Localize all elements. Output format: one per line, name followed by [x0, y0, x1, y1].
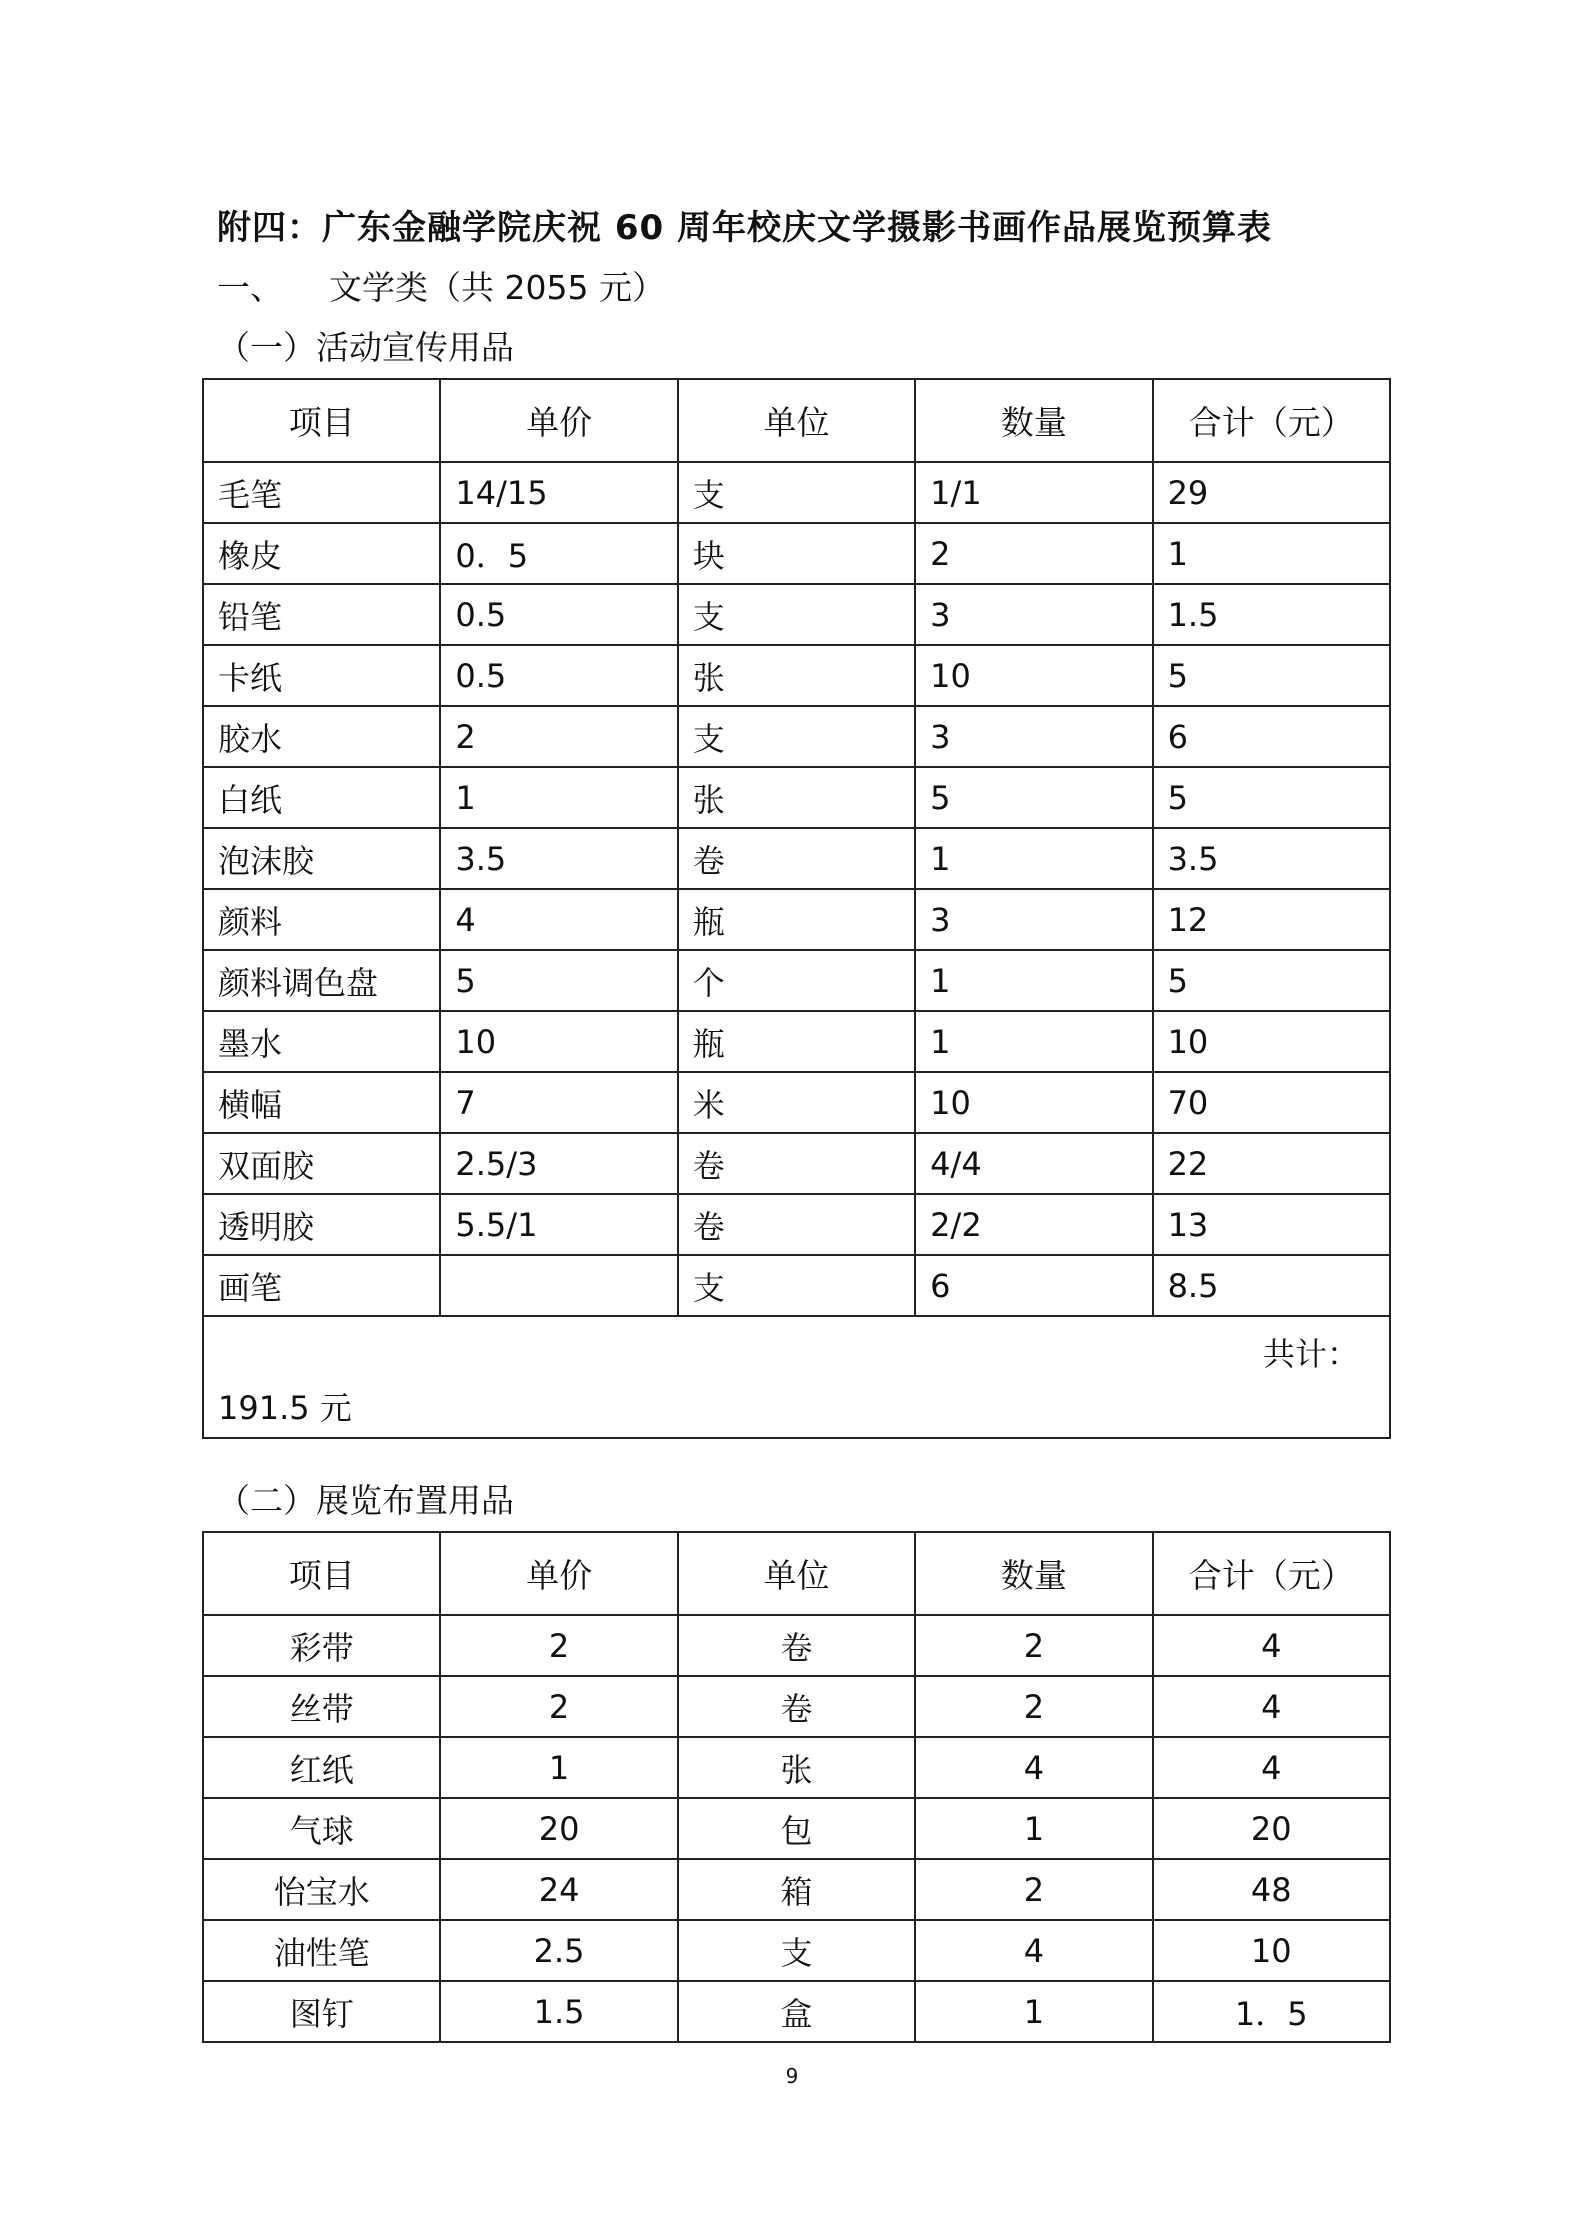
- cell-item: 胶水: [203, 706, 440, 767]
- header-unit-price: 单价: [440, 379, 677, 462]
- cell-unit-price: 10: [440, 1011, 677, 1072]
- table-row: [203, 1194, 1390, 1255]
- cell-quantity: 3: [915, 706, 1152, 767]
- cell-item: 丝带: [203, 1676, 440, 1737]
- cell-item: 画笔: [203, 1255, 440, 1316]
- cell-subtotal: 8.5: [1153, 1255, 1390, 1316]
- cell-quantity: 4/4: [915, 1133, 1152, 1194]
- cell-unit-price: 2.5/3: [440, 1133, 677, 1194]
- table-header-row: [203, 1532, 1390, 1615]
- section-number: 一、: [217, 268, 283, 307]
- table-row: [203, 1920, 1390, 1981]
- cell-item: 图钉: [203, 1981, 440, 2042]
- cell-unit: 个: [678, 950, 915, 1011]
- cell-subtotal: 4: [1153, 1737, 1390, 1798]
- table-row: [203, 1798, 1390, 1859]
- header-unit: 单位: [678, 379, 915, 462]
- cell-unit: 包: [678, 1798, 915, 1859]
- cell-item: 铅笔: [203, 584, 440, 645]
- cell-unit: 瓶: [678, 1011, 915, 1072]
- cell-unit-price: 1.5: [440, 1981, 677, 2042]
- cell-quantity: 1: [915, 1798, 1152, 1859]
- cell-unit-price: 2: [440, 706, 677, 767]
- cell-subtotal: 70: [1153, 1072, 1390, 1133]
- section-heading: [217, 262, 665, 309]
- cell-quantity: 2: [915, 1615, 1152, 1676]
- cell-quantity: 10: [915, 645, 1152, 706]
- cell-unit: 支: [678, 706, 915, 767]
- header-unit-price: 单价: [440, 1532, 677, 1615]
- cell-quantity: 2/2: [915, 1194, 1152, 1255]
- header-unit: 单位: [678, 1532, 915, 1615]
- cell-subtotal: 13: [1153, 1194, 1390, 1255]
- cell-subtotal: 4: [1153, 1676, 1390, 1737]
- cell-quantity: 1: [915, 950, 1152, 1011]
- cell-unit: 瓶: [678, 889, 915, 950]
- cell-subtotal: 22: [1153, 1133, 1390, 1194]
- cell-unit: 支: [678, 1255, 915, 1316]
- table-row: [203, 462, 1390, 523]
- cell-subtotal: 5: [1153, 767, 1390, 828]
- table-row: [203, 1859, 1390, 1920]
- table-row: [203, 828, 1390, 889]
- cell-subtotal: 10: [1153, 1920, 1390, 1981]
- cell-unit-price: 14/15: [440, 462, 677, 523]
- cell-item: 颜料调色盘: [203, 950, 440, 1011]
- cell-unit-price: 0.5: [440, 645, 677, 706]
- cell-unit-price: 5: [440, 950, 677, 1011]
- cell-unit: 支: [678, 462, 915, 523]
- table-row: [203, 1676, 1390, 1737]
- cell-item: 橡皮: [203, 523, 440, 584]
- table1-heading: （一）活动宣传用品: [217, 328, 514, 367]
- cell-item: 双面胶: [203, 1133, 440, 1194]
- document-title: 附四：广东金融学院庆祝 60 周年校庆文学摄影书画作品展览预算表: [217, 208, 1272, 248]
- cell-quantity: 1/1: [915, 462, 1152, 523]
- cell-item: 卡纸: [203, 645, 440, 706]
- table-total-row: [203, 1316, 1390, 1438]
- cell-unit: 卷: [678, 1133, 915, 1194]
- cell-item: 泡沫胶: [203, 828, 440, 889]
- cell-quantity: 2: [915, 523, 1152, 584]
- cell-item: 油性笔: [203, 1920, 440, 1981]
- cell-quantity: 6: [915, 1255, 1152, 1316]
- cell-unit-price: 2: [440, 1676, 677, 1737]
- cell-subtotal: 48: [1153, 1859, 1390, 1920]
- cell-item: 毛笔: [203, 462, 440, 523]
- header-item: 项目: [203, 1532, 440, 1615]
- cell-quantity: 2: [915, 1859, 1152, 1920]
- cell-unit-price: 5.5/1: [440, 1194, 677, 1255]
- cell-subtotal: 20: [1153, 1798, 1390, 1859]
- cell-unit-price: 1: [440, 767, 677, 828]
- cell-unit-price: 2.5: [440, 1920, 677, 1981]
- cell-unit: 张: [678, 1737, 915, 1798]
- cell-item: 彩带: [203, 1615, 440, 1676]
- cell-quantity: 1: [915, 1981, 1152, 2042]
- table-row: [203, 584, 1390, 645]
- header-item: 项目: [203, 379, 440, 462]
- table-row: [203, 767, 1390, 828]
- cell-item: 透明胶: [203, 1194, 440, 1255]
- exhibition-supplies-table: [202, 1531, 1391, 2043]
- cell-unit-price: 0.5: [440, 584, 677, 645]
- table-row: [203, 889, 1390, 950]
- cell-unit: 张: [678, 645, 915, 706]
- cell-unit-price: 20: [440, 1798, 677, 1859]
- cell-quantity: 2: [915, 1676, 1152, 1737]
- cell-unit: 支: [678, 584, 915, 645]
- promo-supplies-table: [202, 378, 1391, 1439]
- cell-quantity: 10: [915, 1072, 1152, 1133]
- section-label: 文学类（共 2055 元）: [329, 268, 665, 307]
- table-row: [203, 645, 1390, 706]
- cell-subtotal: 5: [1153, 950, 1390, 1011]
- cell-unit: 张: [678, 767, 915, 828]
- cell-unit: 卷: [678, 1194, 915, 1255]
- cell-quantity: 1: [915, 828, 1152, 889]
- cell-subtotal: 6: [1153, 706, 1390, 767]
- table-row: [203, 1011, 1390, 1072]
- table-row: [203, 523, 1390, 584]
- cell-quantity: 4: [915, 1920, 1152, 1981]
- header-quantity: 数量: [915, 1532, 1152, 1615]
- cell-subtotal: 12: [1153, 889, 1390, 950]
- table-row: [203, 1072, 1390, 1133]
- cell-subtotal: 1: [1153, 523, 1390, 584]
- cell-quantity: 3: [915, 889, 1152, 950]
- cell-unit-price: 3.5: [440, 828, 677, 889]
- cell-unit-price: 2: [440, 1615, 677, 1676]
- table-row: [203, 1615, 1390, 1676]
- table-row: [203, 1981, 1390, 2042]
- cell-item: 墨水: [203, 1011, 440, 1072]
- cell-item: 颜料: [203, 889, 440, 950]
- cell-subtotal: 10: [1153, 1011, 1390, 1072]
- cell-unit: 箱: [678, 1859, 915, 1920]
- header-quantity: 数量: [915, 379, 1152, 462]
- cell-subtotal: 1.5: [1153, 584, 1390, 645]
- cell-unit: 盒: [678, 1981, 915, 2042]
- cell-unit-price: 0．5: [440, 523, 677, 584]
- cell-quantity: 4: [915, 1737, 1152, 1798]
- table-row: [203, 706, 1390, 767]
- table-row: [203, 1255, 1390, 1316]
- cell-unit-price: [440, 1255, 677, 1316]
- cell-unit: 卷: [678, 1615, 915, 1676]
- cell-subtotal: 29: [1153, 462, 1390, 523]
- header-subtotal: 合计（元）: [1153, 379, 1390, 462]
- cell-item: 横幅: [203, 1072, 440, 1133]
- header-subtotal: 合计（元）: [1153, 1532, 1390, 1615]
- table-row: [203, 1133, 1390, 1194]
- table-row: [203, 1737, 1390, 1798]
- cell-unit-price: 1: [440, 1737, 677, 1798]
- cell-unit: 米: [678, 1072, 915, 1133]
- cell-item: 白纸: [203, 767, 440, 828]
- cell-unit-price: 4: [440, 889, 677, 950]
- cell-unit: 卷: [678, 828, 915, 889]
- cell-subtotal: 1．5: [1153, 1981, 1390, 2042]
- cell-item: 红纸: [203, 1737, 440, 1798]
- cell-quantity: 1: [915, 1011, 1152, 1072]
- cell-unit-price: 7: [440, 1072, 677, 1133]
- total-value: 191.5 元: [218, 1389, 352, 1427]
- cell-item: 怡宝水: [203, 1859, 440, 1920]
- table-row: [203, 950, 1390, 1011]
- cell-unit: 块: [678, 523, 915, 584]
- cell-item: 气球: [203, 1798, 440, 1859]
- cell-subtotal: 5: [1153, 645, 1390, 706]
- cell-unit: 支: [678, 1920, 915, 1981]
- cell-unit-price: 24: [440, 1859, 677, 1920]
- cell-subtotal: 3.5: [1153, 828, 1390, 889]
- page-number: 9: [785, 2064, 799, 2088]
- total-label: 共计：: [1262, 1335, 1359, 1373]
- cell-quantity: 5: [915, 767, 1152, 828]
- cell-unit: 卷: [678, 1676, 915, 1737]
- table2-heading: （二）展览布置用品: [217, 1481, 514, 1520]
- cell-subtotal: 4: [1153, 1615, 1390, 1676]
- cell-quantity: 3: [915, 584, 1152, 645]
- total-cell: [203, 1316, 1390, 1438]
- table-header-row: [203, 379, 1390, 462]
